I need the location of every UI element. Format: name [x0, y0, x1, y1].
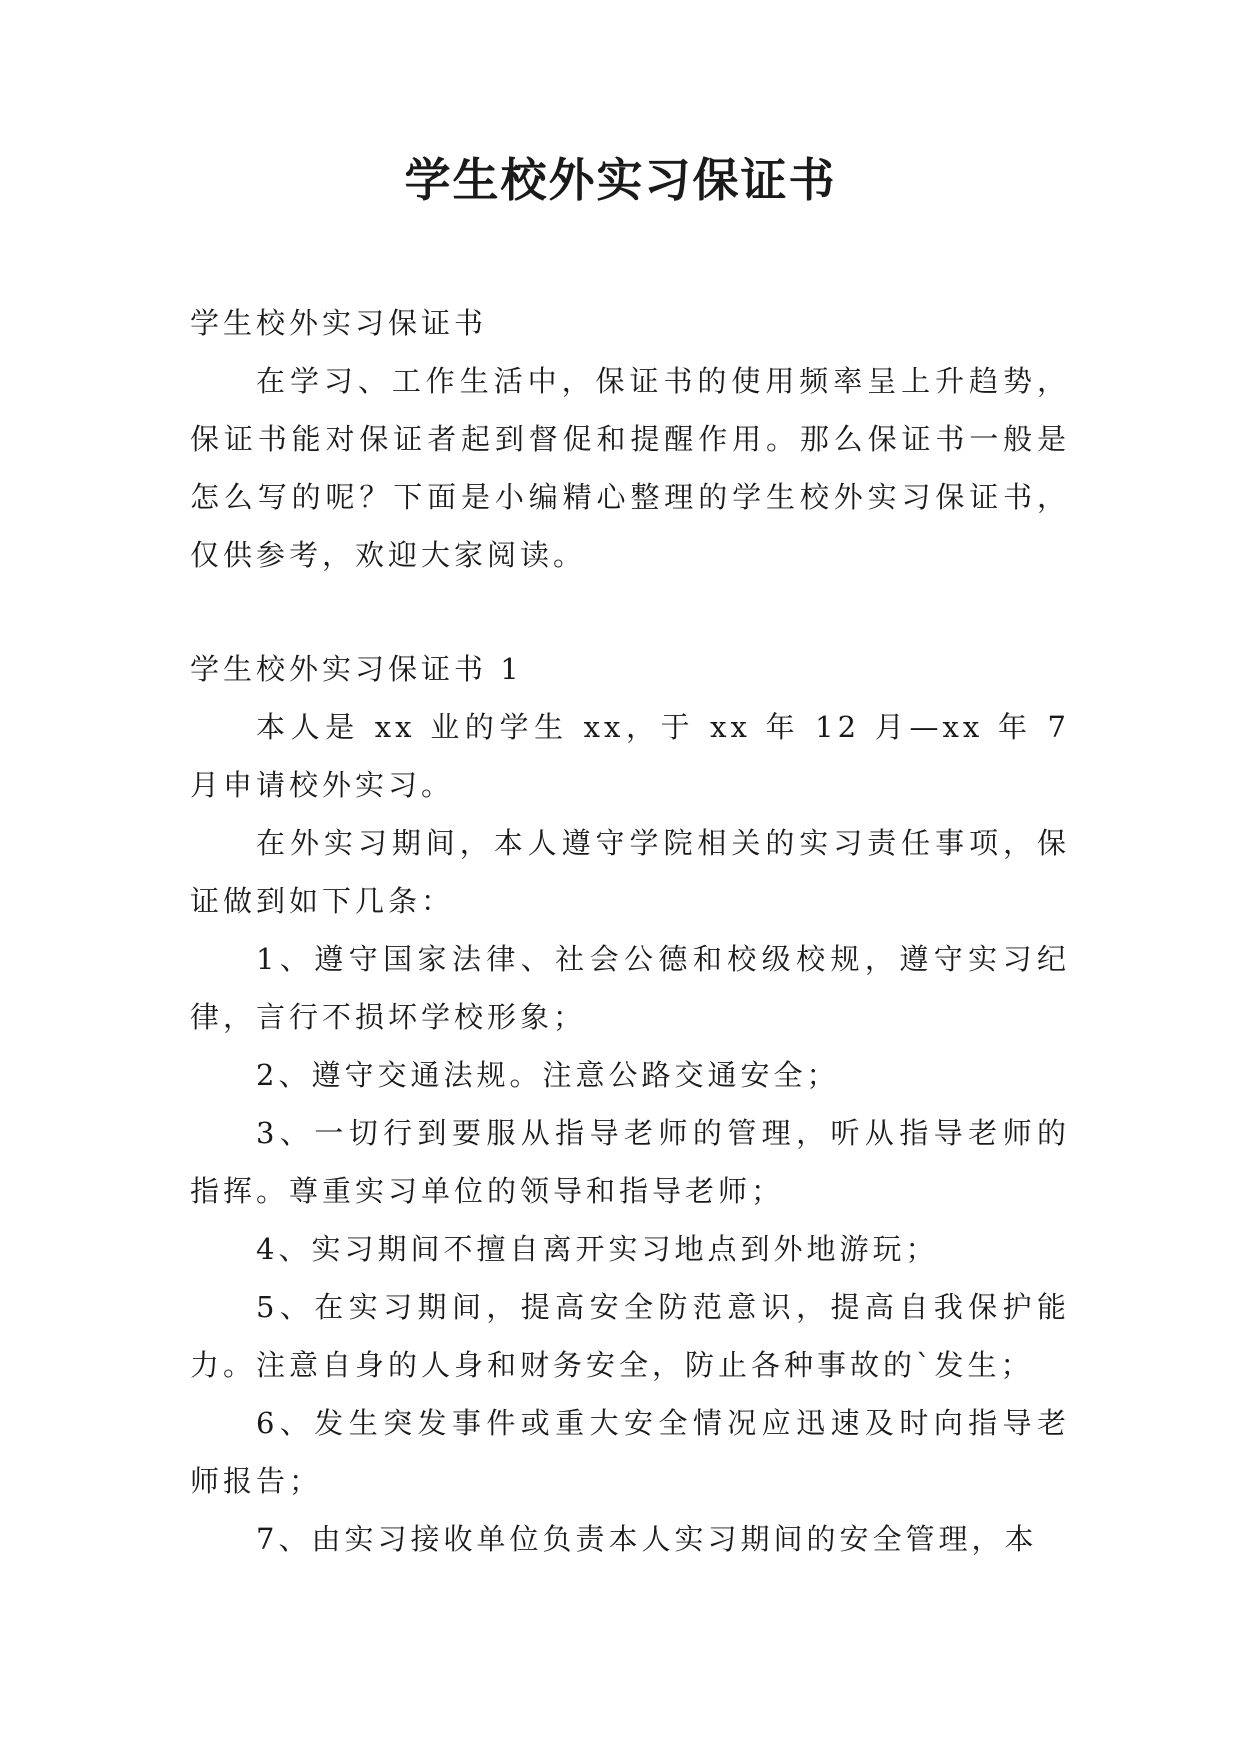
intro-heading: 学生校外实习保证书	[190, 306, 488, 340]
item-6-report: 6、发生突发事件或重大安全情况应迅速及时向指导老师报告；	[190, 1406, 1070, 1498]
document-title: 学生校外实习保证书	[404, 153, 837, 207]
section-1-heading: 学生校外实习保证书 1	[190, 652, 523, 686]
paragraph-applicant: 本人是 xx 业的学生 xx，于 xx 年 12 月—xx 年 7 月申请校外实习。	[190, 710, 1070, 802]
item-3-obey-instructor: 3、一切行到要服从指导老师的管理，听从指导老师的指挥。尊重实习单位的领导和指导老师；	[190, 1116, 1070, 1208]
item-7-management: 7、由实习接收单位负责本人实习期间的安全管理，本	[256, 1522, 1038, 1556]
intro-section	[190, 294, 1070, 584]
paragraph-commitment: 在外实习期间，本人遵守学院相关的实习责任事项，保证做到如下几条：	[190, 826, 1070, 918]
item-2-traffic: 2、遵守交通法规。注意公路交通安全；	[256, 1058, 840, 1092]
intro-paragraph: 在学习、工作生活中，保证书的使用频率呈上升趋势，保证书能对保证者起到督促和提醒作用。那么保证书一般是怎么写的呢？下面是小编精心整理的学生校外实习保证书，仅供参考，欢迎大家阅读。	[190, 364, 1070, 572]
section-1	[190, 640, 1070, 1568]
item-4-no-leaving: 4、实习期间不擅自离开实习地点到外地游玩；	[256, 1232, 939, 1266]
item-1-law: 1、遵守国家法律、社会公德和校级校规，遵守实习纪律，言行不损坏学校形象；	[190, 942, 1070, 1034]
item-5-safety: 5、在实习期间，提高安全防范意识，提高自我保护能力。注意自身的人身和财务安全，防止各种事故的`发生；	[190, 1290, 1070, 1382]
